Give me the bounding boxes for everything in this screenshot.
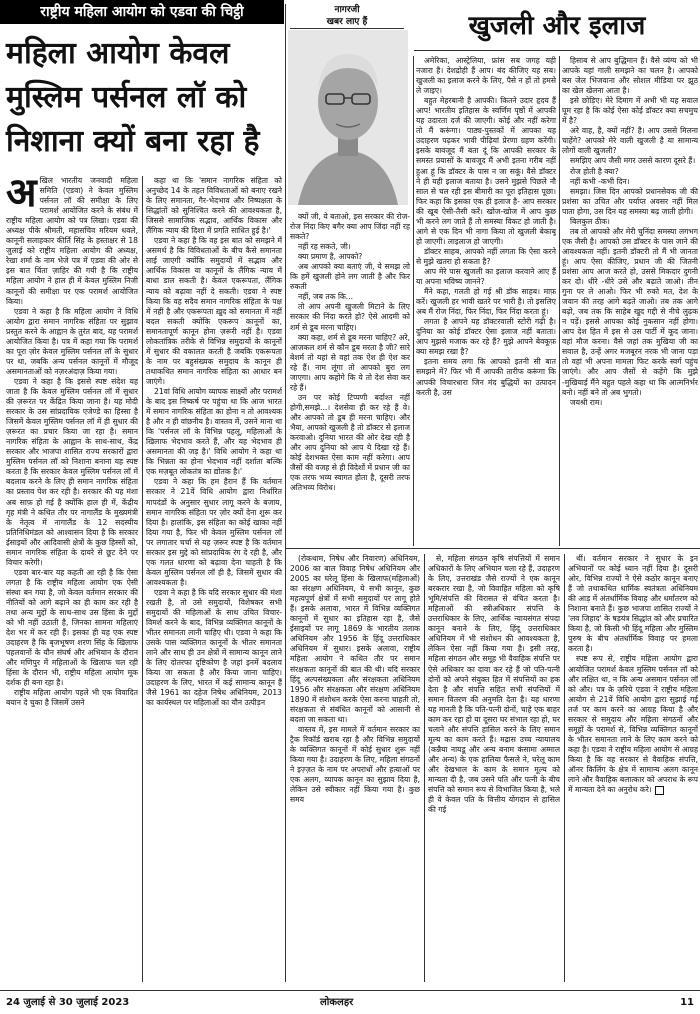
satire-column-3	[562, 56, 698, 546]
paragraph: एडवा ने कहा है कि वह इस बात को समझने में असमर्थ है कि विविधताओं के बीच कैसे समानता लाई जाएगी क्योंकि समुदायों में सद्भाव और आर्थिक विकास या कानूनों के लैंगिक न्याय में बाधा डाल सकती है। केवल एकरूपता, लैंगिक न्याय को बढ़ावा नहीं दे सकती। एडवा ने स्पष्ट किया कि वह सदैव समान नागरिक संहिता के पक्ष में नहीं है और एकरूपता ख़ुद को समानता में नहीं बदल सकती क्योंकि एकरूप कानूनों का, समानतापूर्ण कानून होना ज़रूरी नहीं है। एडवा लोकतांत्रिक तरीके से विभिन्न समुदायों के कानूनों में सुधार की वकालत करती है जबकि एकरूपता के नाम पर बहुसंख्यक समुदाय के कानून ही तथाकथित समान नागरिक संहिता का आधार बन जाएंगे।	[146, 236, 282, 386]
title-rule	[414, 50, 700, 51]
paragraph: (रोकथाम, निषेध और निवारण) अधिनियम, 2006 का बाल विवाह निषेध अधिनियम और 2005 का घरेलू हिंसा के खिलाफ(महिलाओं) का संरक्षण अधिनियम, ये सभी कानून, कुछ महत्वपूर्ण क्षेत्रों में सभी समुदायों पर लागू होते हैं। इसके अलावा, भारत में विभिन्न व्यक्तिगत कानूनों में सुधार का इतिहास रहा है, जैसे ईसाइयों पर लागू 1869 के भारतीय तलाक अधिनियम और 1956 के हिंदू उत्तराधिकार अधिनियम में सुधार। इसके अलावा, राष्ट्रीय महिला आयोग ने कथित तौर पर समान संरक्षकता कानूनों की बात की थी। यदि सरकार हिंदू अल्पसंख्यकता और संरक्षकता अधिनियम 1956 और संरक्षकता और संरक्षण अधिनियम 1890 में संशोधन करके ऐसा करना चाहती तो, संरक्षकता से संबंधित कानूनों को आसानी से बदला जा सकता था।	[290, 554, 420, 724]
paragraph: थीं। वर्तमान सरकार ने सुधार के इन अभियानों पर कोई ध्यान नहीं दिया है। दूसरी ओर, विभिन्न राज्यों ने ऐसे कठोर कानून बनाए हैं जो तथाकथित धार्मिक स्वतंत्रता अधिनियम की आड़ में अंतर्धार्मिक विवाह और धर्मांतरण को निशाना बनाते हैं। कुछ भाजपा शासित राज्यों ने 'लव जिहाद' के षड़यंत्र सिद्धांत को और प्रचारित किया है, जो किसी भी हिंदू महिला और मुस्लिम पुरुष के बीच अंतर्धार्मिक विवाह पर हमला करता है।	[568, 554, 698, 654]
footer-rule	[0, 990, 700, 991]
article-column-2	[146, 176, 282, 982]
column-divider	[424, 554, 425, 982]
paragraph: स्पष्ट रूप से, राष्ट्रीय महिला आयोग द्वारा आयोजित परामर्श केवल मुस्लिम पर्सनल लॉ को और लक्षित था, न कि अन्य असमान पर्सनल लॉ को और। पत्र के ज़रिये एडवा ने राष्ट्रीय महिला आयोग से 21वें विधि आयोग द्वारा सुझाई गई तर्ज पर काम करने का आग्रह किया है और सरकार से समुदाय और महिला संगठनों और समूहों के परामर्श से, विभिन्न व्यक्तिगत कानूनों के भीतर समानता लाने के लिए काम करने को कहा है। एडवा ने राष्ट्रीय महिला आयोग से आग्रह किया है कि वह सरकार से वैवाहिक संपत्ति, ऑनर किलिंग के क्षेत्र में सामान्य अलग कानून लाने और वैवाहिक बलात्कार को अपराध के रूप में मान्यता देने का अनुरोध करे।	[568, 654, 698, 795]
paragraph: इतना समय लगा कि आपको इतनी सी बात समझने में? फिर भी मैं आपकी तारीफ करूंगा कि आपकी विचारधारा जिन मंद बुद्धियों का उत्पादन करती है, उस	[416, 357, 556, 397]
main-headline: महिला आयोग केवल मुस्लिम पर्सनल लॉ को निशाना क्यों बना रहा है	[6, 36, 260, 159]
paragraph: वास्तव में, इस मामले में वर्तमान सरकार का ट्रैक रिकॉर्ड खराब रहा है और विभिन्न समुदायों के व्यक्तिगत कानूनों में कोई सुधार शुरू नहीं किया गया है। उदाहरण के लिए, महिला संगठनों ने इज़्ज़त के नाम पर अपराधों और हत्याओं पर एक अलग, व्यापक कानून का सुझाव दिया है, लेकिन उसे स्वीकार नहीं किया गया है। कुछ समय	[290, 724, 420, 805]
paragraph: एडवा ने कहा है कि इससे स्पष्ट संदेश यह जाता है कि केवल मुस्लिम पर्सनल लॉ में सुधार की ज़रूरत पर केंद्रित किया जाना है। यह मोदी सरकार के उस सांप्रदायिक एजेण्डे का हिस्सा है जिसमें केवल मुस्लिम पर्सनल लॉ में ही सुधार की ज़रूरत का प्रचार किया जा रहा है। समान नागरिक संहिता के आह्वान के साथ-साथ, केंद्र सरकार और भाजपा शासित राज्य सरकारों द्वारा मुस्लिम पर्सनल लॉ को निशाना बनाना यह स्पष्ट करता है कि सरकार केवल मुस्लिम पर्सनल लॉ में बदलाव करने के लिए ही समान नागरिक संहिता का प्रस्ताव पेश कर रही है। सरकार की यह मंशा अब साफ़ हो गई है क्योंकि हाल ही में, केंद्रीय गृह मंत्री ने कथित तौर पर नागालैंड के मुख्यमंत्री के नेतृत्व में नागालैंड के 12 सदस्यीय प्रतिनिधिमंडल को आश्वासन दिया है कि सरकार ईसाइयों और आदिवासी क्षेत्रों के कुछ हिस्सों को, समान नागरिक संहिता के दायरे से छूट देने पर विचार करेगी।	[6, 376, 138, 567]
article-column-3	[290, 554, 420, 982]
section-divider	[285, 4, 286, 982]
column-divider	[413, 56, 414, 546]
paragraph: राष्ट्रीय महिला आयोग पहले भी एक विवादित बयान दे चुका है जिसमें उसने	[6, 688, 138, 708]
paragraph: बिलकुल ठीक।	[570, 216, 610, 226]
paragraph: कहा था कि 'समान नागरिक संहिता को अनुच्छेद 14 के तहत विविधताओं को बनाए रखने के लिए समानता, गैर-भेदभाव और निष्पक्षता के सिद्धांतों को सुनिश्चित करने की आवश्यकता है, जिससे सामाजिक सद्भाव, आर्थिक विकास और लैंगिक न्याय की दिशा में प्रगति साधित हुई है।'	[146, 176, 282, 236]
column-divider	[564, 554, 565, 982]
paragraph: बहुत मेहरबानी है आपकी। कितने उदार हृदय हैं आप! भारतीय इतिहास के स्वर्णिम पृष्ठों में आपकी यह उदारता दर्ज की जाएगी। कोई और नहीं करेगा तो मैं करूंगा। पाठ्य-पुस्तकों में आपका यह उदाहरण पढ़कर भावी पीढ़ियां प्रेरणा ग्रहण करेंगी। इसके बावजूद मैं बता दूं कि आपकी सरकार के समस्त प्रयासों के बावजूद मैं अभी इतना गरीब नहीं हुआ हूं कि डॉक्टर के पास न जा सकूं। वैसे डॉक्टर ने ही यही इलाज बताया है। उसने मुझसे पिछले नौ साल से चल रही इस बीमारी का पूरा इतिहास पूछा। फिर कहा कि इसका एक ही इलाज है- आप सरकार की खूब ऐसी-तैसी करें। खोज-खोज में आप कुछ भी करने लग जाते हैं तो समस्या विकट हो जाती है। आगे से एक दिन भी नागा किया तो खुजली बेकाबू हो जाएगी। लाइलाज हो जाएगी।	[416, 96, 556, 246]
issue-date: 24 जुलाई से 30 जुलाई 2023	[6, 997, 130, 1008]
paragraph: लगता है आपने यह डॉक्टरवाली स्टोरी गढ़ी है। दुनिया का कोई डॉक्टर ऐसा इलाज नहीं बताता। आप मुझसे मजाक कर रहे हैं? मुझे आपने बेवकूफ़ क्या समझ रखा है?	[416, 317, 556, 357]
article-column-4	[428, 554, 560, 982]
page-number: 11	[680, 997, 694, 1008]
paragraph: एडवा ने कहा कि हम हैरान हैं कि वर्तमान सरकार ने 21वें विधि आयोग द्वारा निर्धारित मापदंडों के अनुसार सुधार लागू करने के बजाय, समान नागरिक संहिता पर ज़ोर क्यों देना शुरू कर दिया है। हालांकि, इस संहिता का कोई खाका नहीं दिया गया है, फिर भी केवल मुस्लिम पर्सनल लॉ पर लगातार चर्चा से यह ज़रूर स्पष्ट है कि वर्तमान सरकार इस मुद्दे को सांप्रदायिक रंग दे रही है, और एक गलत धारणा को बढ़ावा देना चाहती है कि केवल मुस्लिम पर्सनल लॉ ही है, जिसमें सुधार की आवश्यकता है।	[146, 477, 282, 587]
paragraph: तो आप अपनी खुजली मिटाने के लिए सरकार की निंदा करते हो? ऐसे आदमी को शर्म से डूब मरना चाहिए।	[290, 302, 410, 332]
paragraph: उन पर कोई टिप्पणी बर्दाश्त नहीं होगी,समझे...। देशसेवा ही कर रहे हैं वे। और आपको तो डूब ही मरना चाहिए। और भैया, आपको खुजली है तो डॉक्टर से इलाज करवाओ। दुनिया भारत की ओर देख रही है और आप दुनिया को आप ये दिखा रहे हैं। कोई देशभक्त ऐसा काम नहीं करेगा। आप जैसों की वजह से ही विदेशों में प्रधान जी का एक तरफ भव्य स्वागत होता है, दूसरी तरफ अतिभव्य विरोध।	[290, 392, 410, 493]
paragraph: नहीं कभी -कभी दिन।	[570, 176, 630, 186]
section-rule	[286, 548, 700, 549]
portrait-image	[288, 30, 408, 205]
paragraph: आप मेरे पास खुजली का इलाज करवाने आए हैं या अपना भविष्य जानने?	[416, 266, 556, 287]
paragraph: अमेरिका, आस्ट्रेलिया, फ्रांस सब जगह यही नजारा है। देशद्रोही हैं आप। बंद कीजिए यह सब। खुजली का इलाज करने के लिए, पैसे न हों तो हमसे ले जाइए।	[416, 56, 556, 96]
paragraph: क्यों जी, ये बताओ, इस सरकार की रोज-रोज निंदा किए बगैर क्या आप जिंदा नहीं रह सकते?	[290, 212, 410, 242]
paragraph: नहीं, जब तक कि...	[298, 292, 354, 302]
kicker-name: नागरजी	[334, 5, 360, 15]
paragraph: तब तो आपको और मेरी चुनिंदा समस्या लगभग एक जैसी है। आपको उस डॉक्टर के पास जाने की आवश्यकता नहीं। इतनी डॉक्टरी तो मैं भी जानता हूं। आप ऐसा कीजिए, प्रधान जी की जितनी प्रशंसा आप आज करते हो, उससे मिकदार दुगनी कर दो। धीरे -धीरे उसे और बढ़ाते जाओ। तीन गुना पर ले आओ। फिर भी रुको मत, देश के जवान की तरह आगे बढ़ते जाओ। तब तक आगे बढ़ो, जब तक कि साहेब खुद गद्दी से नीचे लुढ़क न पड़ें। इससे आपका कोई नुकसान नहीं होगा। आप देश हित में इस से उस पार्टी में कूद जाना। वहां मौज करना। वैसे जहां तक मुखिया जी का सवाल है, उन्हें अगर मजबूरन नरक भी जाना पड़ा तो वहां भी अपना मामला फिट करके स्वर्ग पहुंच जाएंगे। और आप जैसों से कहेंगे कि मुझे -मुखियाई मैंने बहुत पहले कहा था कि आत्मनिर्भर बनो। नहीं बने तो अब भुगतो।	[562, 226, 698, 397]
paragraph: 21वां विधि आयोग व्यापक साक्ष्यों और परामर्श के बाद इस निष्कर्ष पर पहुंचा था कि आज भारत में समान नागरिक संहिता का होना न तो आवश्यक है और न ही वांछनीय है। वास्तव में, उसने माना था कि 'पर्सनल लॉ के विभिन्न पहलू, महिलाओं के खिलाफ भेदभाव करते हैं, और यह भेदभाव ही असमानता की जड़ है।' विधि आयोग ने कहा था कि भिन्नता का होना भेदभाव नहीं दर्शाता बल्कि एक मज़बूत लोकतंत्र का द्योतक है।'	[146, 386, 282, 477]
article-column-5	[568, 554, 698, 982]
kicker-rule	[290, 28, 404, 29]
column-kicker	[290, 4, 404, 28]
paragraph: नहीं रह सकते, जी।	[298, 242, 351, 252]
paragraph: एडवा ने कहा है कि महिला आयोग ने विधि आयोग द्वारा समान नागरिक संहिता पर सुझाव प्रस्तुत करने के आह्वान के तुरंत बाद, यह परामर्श आयोजित किया है। पत्र में कहा गया कि परामर्श का पूरा ज़ोर केवल मुस्लिम पर्सनल लॉ के सुधार पर था, जबकि अन्य पर्सनल कानूनों में मौजूद असमानताओं को नज़रअंदाज़ किया गया।	[6, 306, 138, 376]
author-photo	[288, 30, 408, 205]
paragraph: हिसाब से आप बुद्धिमान हैं। वैसे व्यंग्य को भी आपके यहां गाली समझने का चलन है। आपको बस जेल भिजवाना और सोशल मीडिया पर झूठ का खेल खेलना आता है।	[562, 56, 698, 96]
drop-cap: अ	[6, 176, 37, 216]
publication-name: लोकलहर	[320, 997, 354, 1008]
paragraph: समझा। जिस दिन आपको प्रधानसेवक जी की प्रशंसा का उचित और पर्याप्त अवसर नहीं मिल पाता होगा, उस दिन यह समस्या बढ़ जाती होगी।	[562, 186, 698, 216]
paragraph: अब आपको क्या बताएं जी, ये समझ लो कि हमें खुजली होने लग जाती है और फिर रुकती	[290, 262, 410, 292]
paragraph: जयश्री राम।	[570, 397, 603, 407]
paragraph: इसे छोड़िए। मेरे दिमाग में अभी भी यह सवाल घूम रहा है कि कोई ऐसा कोई डॉक्टर क्या सचमुच में है?	[562, 96, 698, 126]
satire-column-2	[416, 56, 556, 546]
paragraph: एडवा ने कहा है कि यदि सरकार सुधार की मंशा रखती है, तो उसे समुदायों, विशेषकर सभी समुदायों की महिलाओं के साथ उचित विचार-विमर्श करने के बाद, विभिन्न व्यक्तिगत कानूनों के भीतर समानता लानी चाहिए थी। एडवा ने कहा कि उसके पास व्यक्तिगत कानूनों के भीतर समानता लाने और साथ ही उन क्षेत्रों में सामान्य कानून लाने के लिए दोतरफा दृष्टिकोण है जहां इनमें बदलाव किया जा सकता है और किया जाना चाहिए। उदाहरण के लिए, भारत में कई सामान्य कानून हैं जैसे 1961 का दहेज निषेध अधिनियम, 2013 का कार्यस्थल पर महिलाओं का यौन उत्पीड़न	[146, 587, 282, 708]
satire-column-1	[290, 212, 410, 542]
column-divider	[559, 56, 560, 546]
paragraph: खिल भारतीय जनवादी महिला समिति (एडवा) ने केवल मुस्लिम पर्सनल लॉ की समीक्षा के लिए परामर्श आयोजित करने के संबंध में राष्ट्रीय महिला आयोग को पत्र लिखा। एडवा की अध्यक्ष पीके श्रीमती, महासचिव मरियम धवले, कानूनी सलाहकार कीर्ति सिंह के हस्ताक्षर से 18 जुलाई को राष्ट्रीय महिला आयोग की अध्यक्ष, रेखा शर्मा के नाम भेजे पत्र में एडवा की ओर से इस बात चिंता ज़ाहिर की गयी है कि राष्ट्रीय महिला आयोग ने हाल ही में केवल मुस्लिम निजी कानूनों की समीक्षा पर एक परामर्श आयोजित किया।	[6, 176, 138, 306]
end-mark-icon	[655, 786, 664, 795]
article-column-1	[6, 176, 138, 982]
paragraph: मैंने कहा, गलती हो गई श्री डॉक साहब। माफ़ करें। खुजली हर भावी खतरे पर भारी है। तो इसलिए अब मैं रोज निंदा, फिर निंदा, फिर निंदा करता हूं।	[416, 287, 556, 317]
paragraph: एडवा बार-बार यह कहती आ रही है कि ऐसा लगता है कि राष्ट्रीय महिला आयोग एक ऐसी संस्था बन गया है, जो केवल वर्तमान सरकार की नीतियों को आगे बढ़ाने का ही काम कर रही है तथा अन्य मुद्दों के साथ-साथ उस हिंसा के मुद्दों को भी नहीं उठाती है, जिनका सामना महिलाएं देश भर में कर रही हैं। इसका ही यह एक स्पष्ट उदाहरण है कि बृजभूषण शरण सिंह के खिलाफ पहलवानों के यौन संघर्ष और अभियान के दौरान और मणिपुर में महिलाओं के खिलाफ चल रही हिंसा के दौरान भी, राष्ट्रीय महिला आयोग मूक दर्शक ही बना रहा है।	[6, 567, 138, 688]
paragraph: क्या प्रमाण है, आपको?	[298, 252, 363, 262]
section-banner: राष्ट्रीय महिला आयोग को एडवा की चिट्ठी	[0, 0, 284, 24]
paragraph: रोज होती है क्या?	[570, 166, 619, 176]
paragraph: क्या कहा, शर्म से डूब मरना चाहिए? अरे, आजकल शर्म से कौन डूब मरता है जी? सारे बेशर्म तो यहां से वहां तक ऐश ही ऐश कर रहे हैं। नाम लूंगा तो आपको बुरा लग जाएगा। आप कहोगे कि ये तो देश सेवा कर रहे हैं।	[290, 332, 410, 392]
paragraph: डॉक्टर साहब, आपको नहीं लगता कि ऐसा करने से मुझे खतरा हो सकता है?	[416, 246, 556, 266]
column-divider	[142, 176, 143, 982]
column-title: खुजली और इलाज	[468, 11, 646, 41]
page-footer	[0, 992, 700, 1014]
paragraph: समझिए आप जैसी मगर उससे कारण दूसरे हैं।	[570, 156, 696, 166]
paragraph: अरे वाह, है, क्यों नहीं? है। आप उससे मिलना चाहेंगे? आपको मेरे वाली खुजली है या सामान्य लोगों वाली खुजली?	[562, 126, 698, 156]
paragraph: से, महिला संगठन कृषि संपत्तियों में समान अधिकारों के लिए अभियान चला रहे हैं, उदाहरण के लिए, उत्तराखंड जैसे राज्यों ने एक कानून बरकरार रखा है, जो विवाहित महिला को कृषि भूमि/संपत्ति की विरासत से वंचित करता है। महिलाओं की स्त्रीअधिकार संपत्ति के उत्तराधिकार के लिए, आर्थिक न्यायसंगत संपदा कानून बनाने के लिए, हिंदू उत्तराधिकार अधिनियम में भी संशोधन की आवश्यकता है, लेकिन ऐसा नहीं किया गया है। इसी तरह, महिला संगठन और समूह भी वैवाहिक संपत्ति पर ऐसे अधिकार का दावा कर रहे हैं जो पति-पत्नी दोनों को अपने संयुक्त हित में संपत्तियों का हक देता है और संपत्ति सहित सभी संपत्तियों में समान वितरण की अनुमति देता है। यह धारणा यह मानती है कि पति-पत्नी दोनों, चाहे एक बाहर काम कर रहा हो या दूसरा घर संभाल रहा हो, घर चलाने और संपत्ति हासिल करने के लिए समान मूल्य का काम करते हैं। मद्रास उच्च न्यायालय (कन्नैया नायडू और अन्य बनाम कंसामा अम्माल और अन्य) के एक हालिया फैसले ने, घरेलू काम और देखभाल के काम के समान मूल्य को मान्यता दी है, जब उसने पति और पत्नी के बीच संपत्ति को समान रूप से विभाजित किया है, भले ही वे केवल पति के वित्तीय योगदान से हासिल की गई	[428, 554, 560, 815]
kicker-subtitle: खबर लाए हैं	[326, 17, 368, 27]
